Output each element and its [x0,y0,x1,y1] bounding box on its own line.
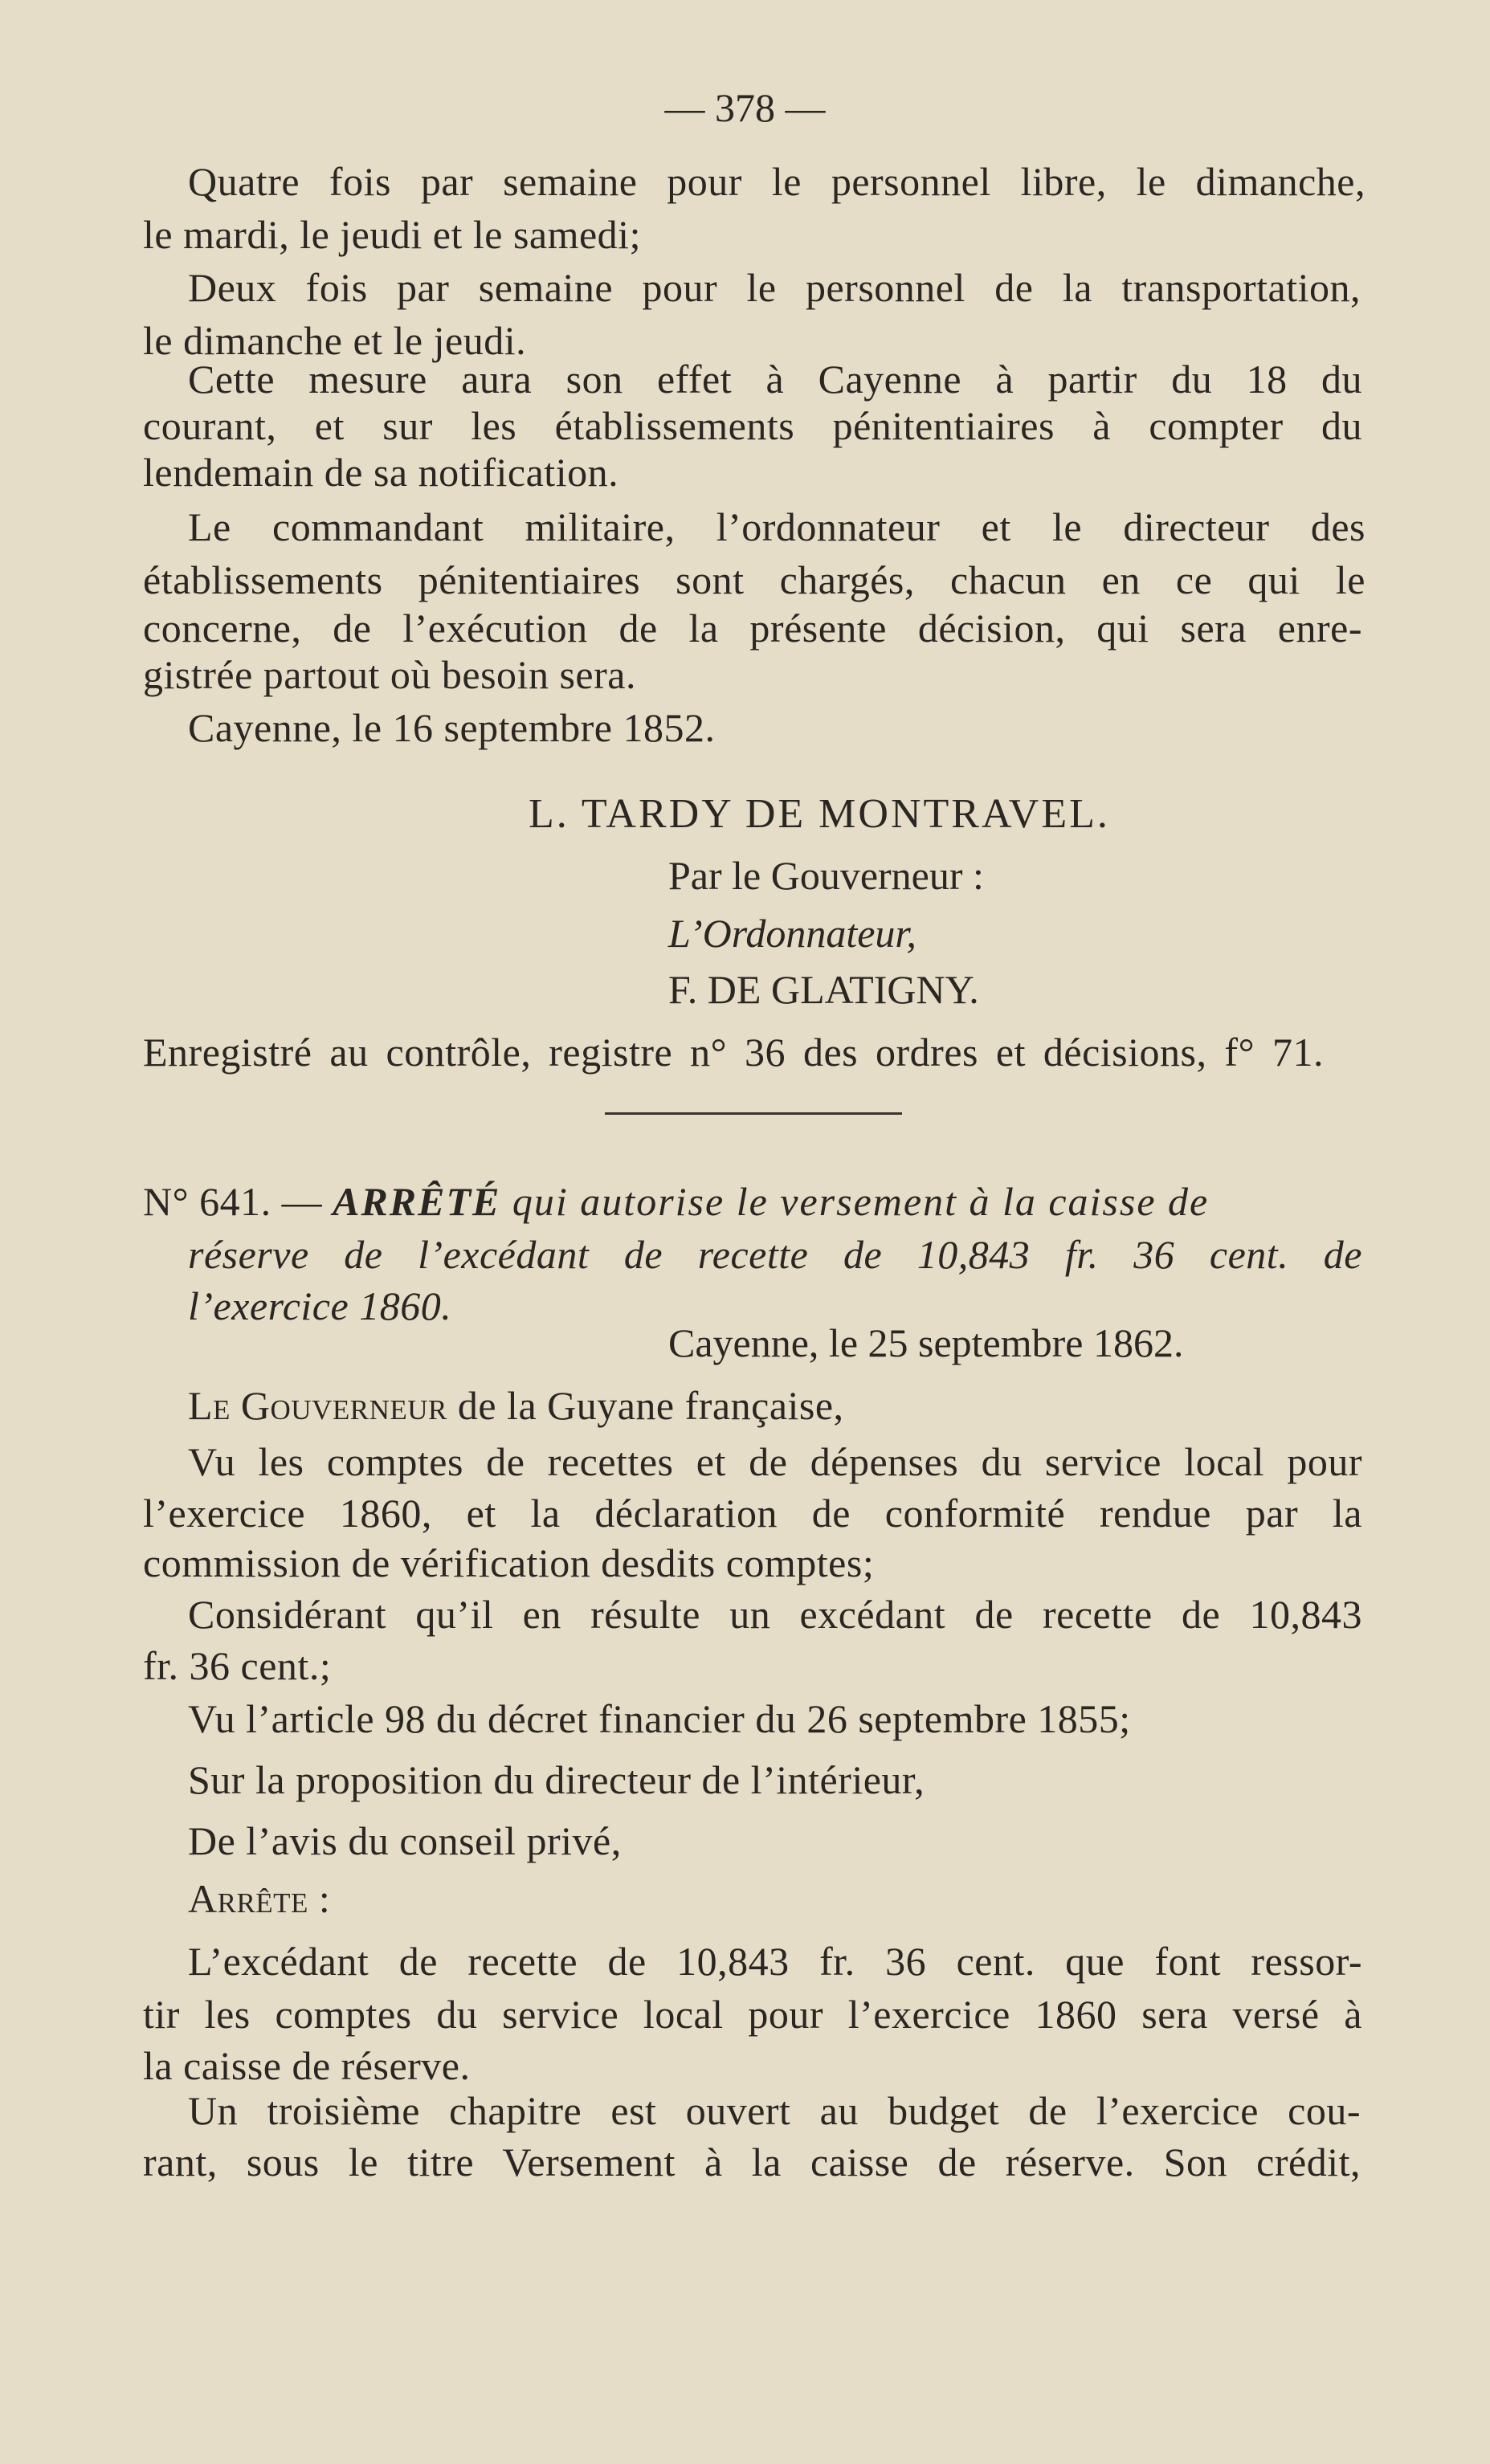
arrete-title-rest: qui autorise le versement à la caisse de [500,1179,1210,1224]
text-line: le dimanche et le jeudi. [143,318,527,363]
text-line: le mardi, le jeudi et le samedi; [143,212,641,257]
text-line: la caisse de réserve. [143,2043,471,2088]
text-line: concerne, de l’exécution de la présente décision, qui sera enre- [143,606,1362,651]
text-line: gistrée partout où besoin sera. [143,652,636,697]
text-line: Le commandant militaire, l’ordonnateur et le directeur des [188,504,1365,549]
arrete-number: N° 641. — [143,1179,333,1224]
text-line: tir les comptes du service local pour l’exercice 1860 sera versé à [143,1992,1362,2037]
arrete-heading-line-3: l’exercice 1860. [188,1283,452,1328]
arrete-title-word: ARRÊTÉ [333,1179,501,1224]
dateline: Cayenne, le 16 septembre 1852. [188,705,716,750]
text-line: commission de vérification desdits comptes; [143,1540,875,1585]
arrete-keyword: Arrête : [188,1876,331,1921]
signature: L. TARDY DE MONTRAVEL. [529,791,1110,837]
text-line: Vu l’article 98 du décret financier du 26 septembre 1855; [188,1696,1131,1741]
countersign-title: L’Ordonnateur, [668,911,916,956]
governor-line [188,1380,844,1431]
text-line: De l’avis du conseil privé, [188,1818,622,1863]
text-line: Sur la proposition du directeur de l’intérieur, [188,1757,925,1802]
governor-rest: de la Guyane française, [447,1383,844,1428]
text-line: rant, sous le titre Versement à la caisse de réserve. Son crédit, [143,2140,1361,2185]
text-line: établissements pénitentiaires sont chargés, chacun en ce qui le [143,557,1365,602]
text-line: fr. 36 cent.; [143,1643,332,1688]
arrete-heading-line-1 [143,1176,1362,1227]
text-line: Un troisième chapitre est ouvert au budget de l’exercice cou- [188,2088,1361,2133]
arrete-heading-line-2: réserve de l’excédant de recette de 10,843 fr. 36 cent. de [188,1232,1362,1277]
text-line: Considérant qu’il en résulte un excédant de recette de 10,843 [188,1592,1362,1637]
text-line: L’excédant de recette de 10,843 fr. 36 cent. que font ressor- [188,1939,1362,1984]
arrete-dateline: Cayenne, le 25 septembre 1862. [668,1320,1184,1365]
page-number: — 378 — [664,85,826,130]
governor-label: Le Gouverneur [188,1383,447,1428]
text-line: Cette mesure aura son effet à Cayenne à partir du 18 du [188,357,1362,402]
text-line: Vu les comptes de recettes et de dépenses du service local pour [188,1439,1362,1484]
registration-note: Enregistré au contrôle, registre n° 36 des ordres et décisions, f° 71. [143,1030,1324,1075]
text-line: l’exercice 1860, et la déclaration de conformité rendue par la [143,1491,1362,1536]
text-line: lendemain de sa notification. [143,450,619,495]
countersign-name: F. DE GLATIGNY. [668,967,979,1012]
text-line: courant, et sur les établissements pénitentiaires à compter du [143,403,1362,448]
text-line: Quatre fois par semaine pour le personnel libre, le dimanche, [188,159,1365,204]
section-divider [605,1112,902,1115]
text-line: Deux fois par semaine pour le personnel de la transportation, [188,265,1361,310]
countersign-intro: Par le Gouverneur : [668,853,984,898]
